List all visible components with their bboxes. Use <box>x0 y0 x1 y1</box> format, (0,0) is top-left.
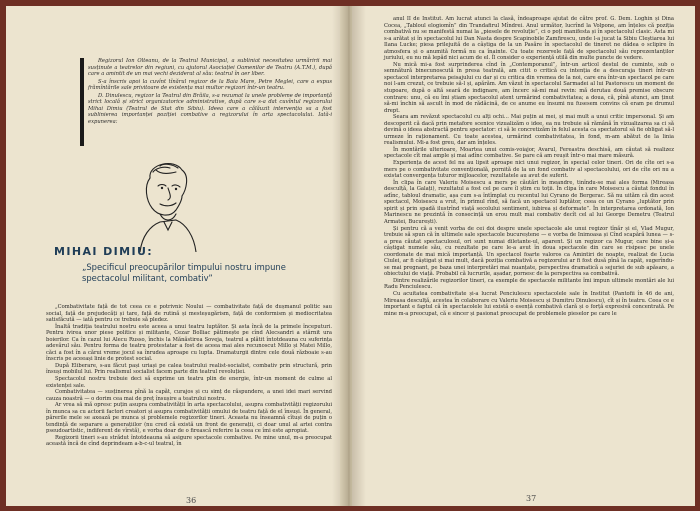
paragraph: Cu acuitatea combativitate și-a lucrat Penciulescu spectacolele sale în Institut (Pantofii în 46 de ani, Mireasa desculță, acestea în colaborare cu Valeriu Moisescu și Dumitru Dinulescu), cît și în teatru. Ceea ce e important e faptul că în spectacolele lui există o esență combativă clară și o forță expresivă concentrată. Pe mine m-a preocupat, că e sincer și pasionat preocupat de problemele pieselor pe care le <box>384 290 674 317</box>
paragraph: Înaltă tradiția teatrului nostru este aceea a unui teatru luptător. Și asta încă de la primele începuturi. Pentru ivirea unor piese politice și militante, Cezar Bolliac pătimește pe cînd Alecsandri a stârnit ura boierilor. Ca în cazul lui Alecu Russo, închis la Mănăstirea Soveja, teatrul a plătit întotdeauna cu suferința adevărul său. Pentru forma de teatru protestatar a fost de aceea mai ales recunoscut Millo și Matei Millo, căci a fost în a cărui vreme jocul sa înrudea aproape cu lupta. Dramaturgii dintre cele două războaie s-au înscris pe aceeași linie de protest social. <box>46 323 332 363</box>
intro-paragraph: D. Dinulescu, regizor la Teatrul din Brăila, s-a rezumat la unele probleme de importanță strict locală și strict organizatorice administrative, după care s-a dat cuvîntul regizorului Mihai Dimiu (Teatrul de Stat din Sibiu). Ideea care a călăuzit intervenția sa a fost sublinierea importanței poziției combative a regizorului în arta spectacolului. Iată-i expunerea: <box>88 92 332 125</box>
intro-paragraph: S-a înscris apoi la cuvînt tînărul regizor de la Baia Mare, Petre Meglei, care a expus frămîntările sale privitoare de existența mai multor regizori într-un teatru. <box>88 78 332 91</box>
right-page-gutter-shade <box>352 6 366 506</box>
paragraph: Și pentru că a venit vorba de cei doi despre unele spectacole ale unui regizor tînăr și el, Vlad Mugur, trebuie să spun că în ultimele sale spectacole bucureștene — e vorba de Inimoasa și Cînd scapără lunea — s-a prea căutat spectaculosul, ori sunt numai diletante-ul, aparent. Și un regizor ca Mugur, care bine și-a câștigat numele său, cu rezultate pe care le-a avut în doua spectacole din care se risipesc pe unele coordonate de mai mică importanță. Un spectacol foarte valoros ca Amintiri de noapte, realizat de Lucia Ciulei, ar fi câștigat și mai mult, dacă poziția combativă a regizorului ar fi fost dusă pînă la capăt, sugerîndu-se mai pregnant, pe baza unei interpretări mai nuanțate, perspectiva dramatică a sejuriei de sub apăsare, a obiectului de viață. Probabil că lucrurile, așadar, pornesc de la perspectiva sa combativă. <box>384 225 674 278</box>
intro-accent-bar <box>80 58 84 146</box>
page-number-right: 37 <box>526 494 537 503</box>
paragraph: Nu mică mi-a fost surprinderea cînd în „Contemporanul”, într-un articol destul de cuminte, sub o semnătură binecunoscută în presa teatrală, am citit o critică cu intenția de a descuraja tineri într-un spectacol interpretarea peisajului cu dar și cu critica din vremea de la noi, care era într-un spectacol pe care noi l-am crezut, ce trebuie să-l și, apărăm. Am văzut în spectacolul Sarmadei al lui Pastorescu un moment de stupoare, după o altă seară de indignare, am încerc să-mi mai revin: mă derutau două premise obscure contrare: unu, că eu îmi știam spectacolul atent urmărind combativitatea; a doua, că, pînă atunci, am ținut să-mi închin să ascult în mod de rădăcină, de ce anume eu însumi nu fusesem convins că eram pe drumul drept. <box>384 61 674 114</box>
right-page <box>352 6 695 506</box>
paragraph: În montările ulterioare, Moartea unui comis-voiajor, Avarul, Fereastra deschisă, am căutat să realizez spectacole cît mai ample și mai adînc combative. Se pare că am reușit într-o mai mare măsură. <box>384 146 674 160</box>
paragraph: Spectacolul nostru trebuie deci să exprime un teatru plin de energie, într-un moment de culme al existenței sale. <box>46 376 332 389</box>
paragraph: Combativitatea — susținerea pînă la capăt, curajos și cu simț de răspundere, a unei idei mari servind cauza noastră — o dorim cea mai de preț însușire a teatrului nostru. <box>46 389 332 402</box>
paragraph: După Eliberare, s-au făcut pași uriași pe calea teatrului realist-socialist, combativ prin structură, prin însuși mobilul lui. Prin realismul socialist facem parte din teatrul revoluției. <box>46 362 332 376</box>
speaker-name: MIHAI DIMIU: <box>54 245 154 258</box>
pull-quote: „Specificul preocupărilor timpului nostru impune spectacolul militant, combativ” <box>82 262 286 283</box>
paragraph: În clipa în care Valeriu Moisescu a mers pe căutări în meandre, tinîndu-se mai ales forma (Mireasa desculță, la Galați), rezultatul a fost cel pe care îl știm cu toții. În clipa în care Moisescu a căutat fondul în adînc, tabloul dramatic, așa cum s-a întîmplat cu recentul lui Cyrano de Bergerac. Să nu uităm că din acest spectacol, Moisescu a vrut, în primul rînd, să facă un spectacol luptător, ceea ce un Cyrano „luptător prin spirit și prin spadă ilustrînd viață secolului sentiment, iubirea și deformate”. În interpretarea ordonată, Ion Marinescu ne prezintă în consecință un erou mult mai combativ decît cel al lui George Demetru (Teatrul Armatei, București). <box>384 179 674 225</box>
paragraph: anul II de Institut. Am lucrat atunci la clasă, îndeaproape ajutat de către prof. G. Dem. Loghin și Dina Cocea, „Tabloul elogiomîn” din Trandafirul Mîndrei. Anul următor, lucrînd la Volpone, am înțeles că poziția combativă nu se manifestă numai la „piesele de revoluție”, ci o poți manifesta și în spectacolul clasic. Asta mi s-a arătat și în spectacolul lui Dan Nasta despre Scapinobile Zamfirescu, unde l-a jucat la Sibiu Cleștiarea lui Ilana Lucke; piesa prilejuită de a câștiga de la un Pasăre în spectacolul de tineret ne dădea o sclipire în atmosfera și o anumită formă nu ca înainte. Cu toate rezervele față de spectacolul său reprezentanților juriului, eu nu mă lepăd nici acum de el. Îl consider o experiență utilă din multe puncte de vedere. <box>384 16 674 62</box>
right-body-text <box>384 16 674 317</box>
paragraph: Experiența de acest fel nu au lipsit aproape nici unui regizor, în special celor tineri. Ori de cîte ori s-a mers pe o combativitate convențională, pornită de la un fond combativ al spectacolului, ori de cîte ori nu a existat convergența tuturor mijloacelor, rezultatele au avut de suferit. <box>384 160 674 180</box>
paragraph: „Combativitate față de tot ceea ce e potrivnic Noului — combativitate față de dușmanul politic sau social, față de prejudecăți și tare, față de rutină și mesteșugărism, față de conformism și mediocritatea satisfăcută — iată pentru ce trebuie să pledez. <box>46 304 332 324</box>
paragraph: Dintre realizările regizorilor tineri, ca exemple de spectacole militante îmi impun ultimele montări ale lui Radu Penciulescu. <box>384 277 674 291</box>
paragraph: Regizorii tineri s-au strădut întotdeauna să asigure spectacole combative. Pe mine unul, m-a preocupat această încă de cînd deprindeam a-b-c-ul teatral, în <box>46 434 332 448</box>
paragraph: Ar vrea să mă opresc puțin asupra combativității în arta spectacolului, asupra combativității regizorului în munca sa cu actorii factori creatori și asupra combativității omului de teatru față de el însuși. În general, părerile mele se axează pe munca și problemele regizorilor tineri. Aceasta nu înseamnă cîtuși de puțin o tendință de separare a generațiilor (nu cred că există un front de generații, ci doar unul al artei contra pseudoartistic, indiferent de vîrstă), e vorba doar de o firească referire la ceea ce îmi este apropiat. <box>46 402 332 435</box>
portrait-caricature-icon <box>120 156 212 252</box>
left-page <box>6 6 346 506</box>
intro-block <box>88 58 332 126</box>
paragraph: Seara am revăzut spectacolul cu alți ochi... Mai puțin ai mei, și mai mult a unui critic impersonal. Și am descoperit că dacă prin metafore scenice vizualizăm o idee, ea nu trebuie să rămână în vizualizarea sa ci să devină o ideea abstractă pentru spectator: ci să le concretizăm în felul acesta ca spectatorul să fie obligat să-l urmeze în raționament. Cu toate acestea, urmărind combativitatea, în fond, m-am abătut de la linia realismului. Mi-a fost greu, dar am înțeles. <box>384 114 674 147</box>
intro-paragraph: Regizorul Ion Olteanu, de la Teatrul Municipal, a subliniat necesitatea urmăririi mai susținute a teatrelor din regiuni, cu ajutorul Asociației Oamenilor de Teatru (A.T.M.), după care a amintit de un mai vechi deziderat al său: teatrul în aer liber. <box>88 58 332 77</box>
page-number-left: 36 <box>186 496 197 505</box>
left-body-text <box>46 304 332 448</box>
